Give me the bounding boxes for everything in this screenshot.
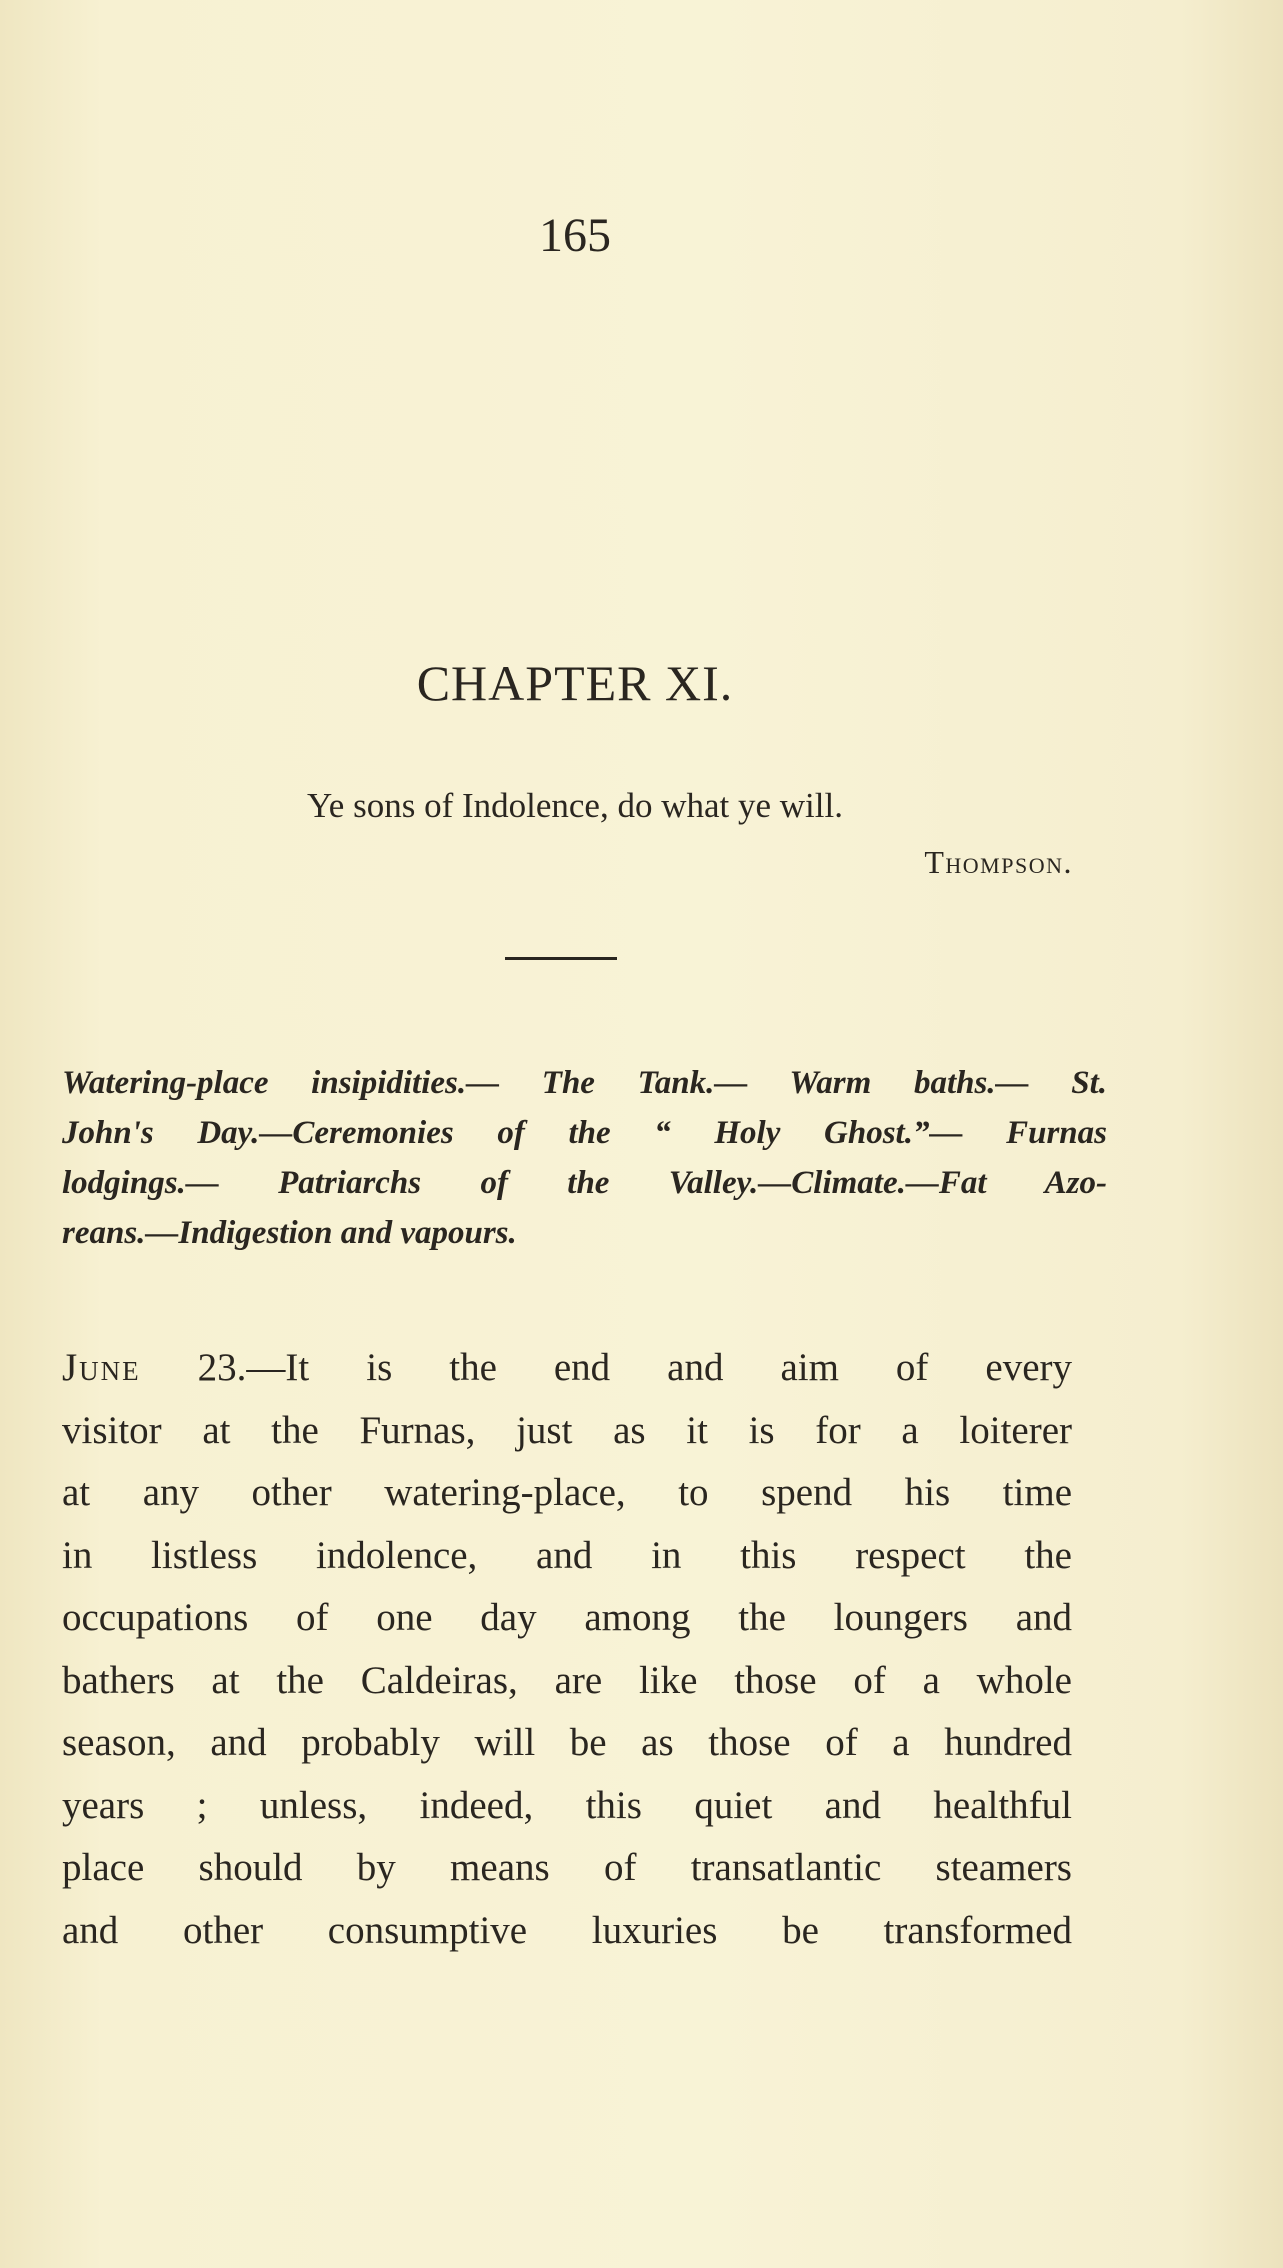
chapter-title: CHAPTER XI.: [416, 655, 734, 711]
section-divider-rule: [505, 957, 617, 960]
body-line: bathers at the Caldeiras, are like those of a whole: [62, 1658, 1072, 1702]
synopsis-line: reans.—Indigestion and vapours.: [62, 1215, 517, 1251]
body-line: occupations of one day among the loungers and: [62, 1596, 1072, 1639]
first-line-text: 23.—It is the end and aim of every: [197, 1346, 1073, 1389]
body-line: at any other watering-place, to spend his time: [62, 1471, 1072, 1514]
epigraph-quote: Ye sons of Indolence, do what ye will.: [307, 786, 843, 825]
synopsis-line: lodgings.— Patriarchs of the Valley.—Climate.—Fat Azo-: [62, 1165, 1107, 1201]
body-line: season, and probably will be as those of a hundred: [62, 1721, 1072, 1764]
body-line: place should by means of transatlantic steamers: [62, 1846, 1072, 1889]
chapter-synopsis: [62, 1058, 1107, 1258]
body-paragraph: [62, 1337, 1072, 1962]
body-first-line: [62, 1337, 1072, 1400]
body-line: years ; unless, indeed, this quiet and healthful: [62, 1783, 1072, 1827]
synopsis-line: John's Day.—Ceremonies of the “ Holy Ghost.”— Furnas: [62, 1115, 1107, 1151]
body-line: and other consumptive luxuries be transformed: [62, 1908, 1072, 1952]
date-label: June: [62, 1346, 141, 1389]
body-line: visitor at the Furnas, just as it is for a loiterer: [62, 1408, 1072, 1452]
epigraph-attribution: Thompson.: [924, 844, 1073, 880]
page-number: 165: [539, 209, 611, 262]
synopsis-line: Watering-place insipidities.— The Tank.— Warm baths.— St.: [62, 1065, 1107, 1101]
body-line: in listless indolence, and in this respect the: [62, 1533, 1072, 1577]
